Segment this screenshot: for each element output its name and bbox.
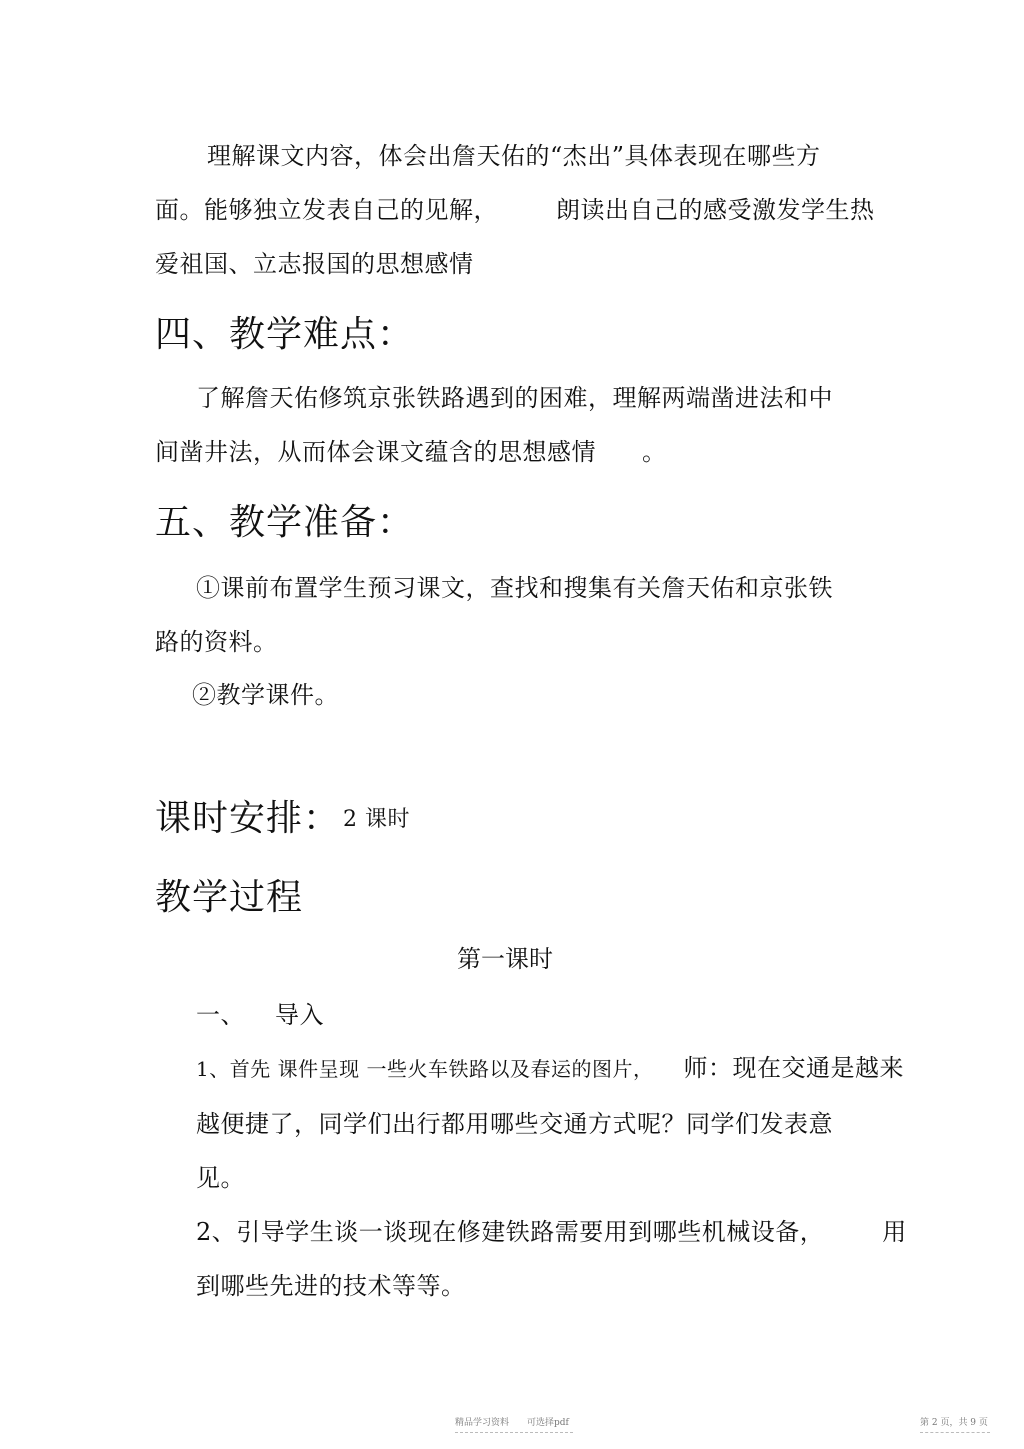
item-2-line-1-part-b: 用 (882, 1218, 907, 1246)
section-4-line-2-text: 间凿井法，从而体会课文蕴含的思想感情 (155, 438, 596, 466)
section-5-item-1-line-2: 路的资料。 (155, 628, 278, 656)
section-5-heading: 五、教学准备： (155, 502, 415, 543)
footer-right-rule (920, 1432, 990, 1433)
section-5-item-2: ②教学课件。 (192, 681, 339, 709)
item-1-line-1 (196, 1053, 904, 1084)
item-1-line-2: 越便捷了，同学们出行都用哪些交通方式呢？同学们发表意 (196, 1110, 833, 1138)
goals-line-2-part-b: 朗读出自己的感受激发学生热 (556, 196, 875, 224)
item-2-line-1 (196, 1217, 907, 1247)
item-1-line-1-part-a: 1、首先 课件呈现 一些火车铁路以及春运的图片， (196, 1057, 654, 1081)
goals-line-2-part-a: 面。能够独立发表自己的见解， (155, 196, 498, 224)
process-heading: 教学过程 (155, 877, 304, 918)
schedule-value: 2 课时 (343, 807, 410, 832)
section-4-line-1: 了解詹天佑修筑京张铁路遇到的困难，理解两端凿进法和中 (196, 384, 833, 412)
step-1-title: 导入 (275, 1001, 324, 1029)
lesson-title: 第一课时 (457, 945, 553, 973)
footer-page-number: 第 2 页，共 9 页 (920, 1418, 988, 1428)
section-4-heading: 四、教学难点： (155, 314, 415, 355)
section-4-line-2-end: 。 (642, 438, 667, 466)
footer-source-note: 精品学习资料 可选择pdf (455, 1418, 569, 1428)
section-4-line-2 (155, 437, 667, 467)
item-2-line-1-part-a: 2、引导学生谈一谈现在修建铁路需要用到哪些机械设备， (196, 1218, 825, 1246)
item-1-line-3: 见。 (196, 1164, 245, 1192)
item-2-line-2: 到哪些先进的技术等等。 (196, 1272, 466, 1300)
goals-line-2 (155, 195, 875, 225)
goals-line-1: 理解课文内容，体会出詹天佑的“杰出”具体表现在哪些方 (207, 142, 821, 170)
step-1-number: 一、 (196, 1001, 245, 1029)
schedule-label: 课时安排： (155, 798, 341, 839)
section-5-item-1-line-1: ①课前布置学生预习课文，查找和搜集有关詹天佑和京张铁 (196, 574, 833, 602)
step-1-heading (196, 1000, 324, 1030)
item-1-line-1-part-b: 师：现在交通是越来 (683, 1054, 904, 1082)
footer-left-rule (455, 1432, 573, 1433)
goals-line-3: 爱祖国、立志报国的思想感情 (155, 250, 474, 278)
